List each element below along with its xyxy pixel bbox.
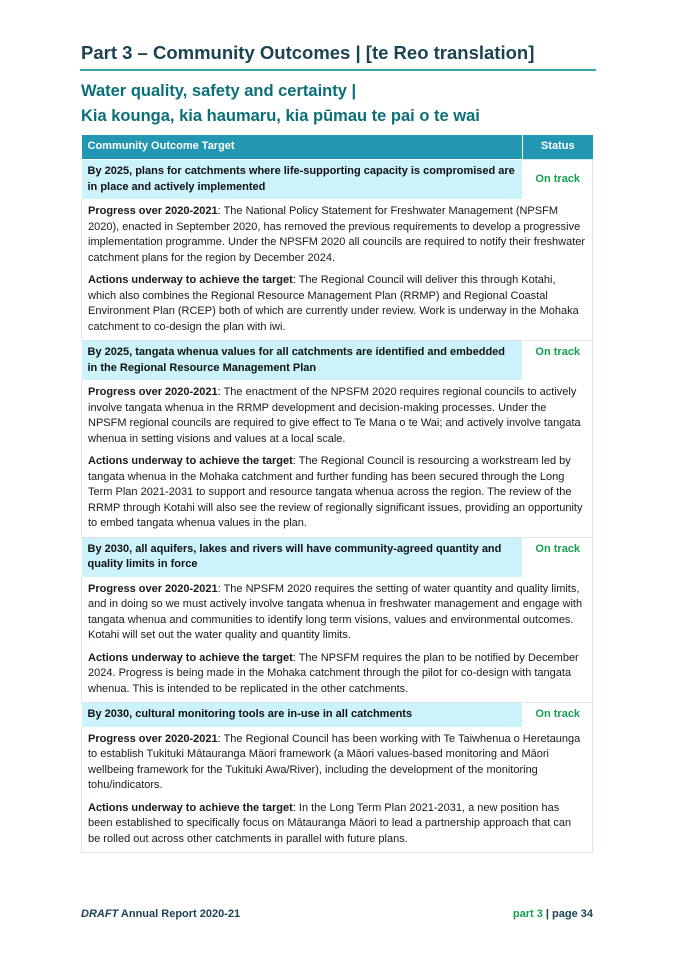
column-header-status: Status [523, 135, 593, 160]
progress-label: Progress over 2020-2021 [88, 205, 218, 217]
progress-text: : The NPSFM 2020 requires the setting of water quantity and quality limits, and in doing so we must actively involve tangata whenua in freshwater management and engage with tangata whenua and communities to identify long term visions, values and environmental outcomes. Kotahi will set out the water quality and quantity limits. [88, 582, 583, 641]
progress-text: : The enactment of the NPSFM 2020 requires regional councils to actively involve tangata whenua in the RRMP development and decision-making processes. Under the NPSFM regional councils are required to give effect to Te Mana o te Wai; and actively involve tangata whenua in setting visions and values at a local scale. [88, 386, 581, 445]
page-number: page 34 [552, 908, 593, 920]
section-heading-english: Water quality, safety and certainty | [81, 82, 357, 100]
footer-page-info [480, 908, 593, 920]
table-row-detail-1 [82, 199, 593, 341]
progress-text: : The Regional Council has been working with Te Taiwhenua o Heretaunga to establish Tukituki Mātauranga Māori framework (a Māori values-based monitoring and Māori wellbeing framework for the Tukituki Awa/River), including the development of the monitoring tohu/indicators. [88, 732, 581, 791]
actions-label: Actions underway to achieve the target [88, 651, 293, 664]
title-underline [80, 69, 596, 71]
actions-label: Actions underway to achieve the target [88, 801, 293, 814]
detail-cell [82, 199, 593, 341]
draft-label: DRAFT [81, 908, 119, 920]
progress-paragraph [88, 204, 586, 266]
target-text: By 2025, tangata whenua values for all catchments are identified and embedded in the Regional Resource Management Plan [82, 341, 523, 381]
table-row-target-2 [82, 341, 593, 381]
status-badge: On track [523, 341, 593, 381]
community-outcomes-table [81, 135, 593, 853]
status-badge: On track [523, 160, 593, 200]
section-heading-maori: Kia kounga, kia haumaru, kia pūmau te pai o te wai [81, 107, 480, 125]
part-title: Part 3 – Community Outcomes | [te Reo translation] [81, 42, 535, 63]
footer-report-title [81, 908, 240, 920]
actions-paragraph [88, 801, 586, 848]
target-text: By 2030, cultural monitoring tools are in-use in all catchments [82, 703, 523, 727]
column-header-target: Community Outcome Target [82, 135, 523, 160]
detail-cell [82, 380, 593, 537]
actions-text: : The Regional Council is resourcing a workstream led by tangata whenua in the Mohaka catchment and further funding has been secured through the Long Term Plan 2021-2031 to support and resource tangata whenua across the region. The review of the RRMP through Kotahi will also see the review of regionally significant issues, providing an opportunity to embed tangata whenua values in the plan. [88, 455, 583, 529]
part-label: part 3 [512, 908, 543, 920]
progress-label: Progress over 2020-2021 [88, 386, 218, 398]
table-row-target-3 [82, 537, 593, 577]
actions-text: : In the Long Term Plan 2021-2031, a new position has been established to specifically focus on Mātauranga Māori to lead a partnership approach that can be rolled out across other catchments in parallel with future plans. [88, 801, 572, 845]
actions-paragraph [88, 273, 586, 335]
footer-separator: | [545, 908, 549, 920]
progress-paragraph [88, 582, 586, 644]
table-row-detail-3 [82, 577, 593, 703]
actions-text: : The NPSFM requires the plan to be notified by December 2024. Progress is being made in the Mohaka catchment through the pilot for co-design with tangata whenua. This is intended to be replicated in the other catchments. [88, 651, 579, 695]
table-row-detail-2 [82, 380, 593, 537]
actions-paragraph [88, 651, 586, 698]
status-badge: On track [523, 537, 593, 577]
progress-paragraph [88, 385, 586, 447]
detail-cell [82, 727, 593, 853]
table-row-detail-4 [82, 727, 593, 853]
actions-paragraph [88, 454, 586, 532]
progress-label: Progress over 2020-2021 [88, 582, 218, 595]
target-text: By 2025, plans for catchments where life-supporting capacity is compromised are in place and actively implemented [82, 160, 523, 200]
detail-cell [82, 577, 593, 703]
table-header-row [82, 135, 593, 160]
progress-label: Progress over 2020-2021 [88, 732, 218, 745]
table-row-target-4 [82, 703, 593, 727]
actions-text: : The Regional Council will deliver this through Kotahi, which also combines the Regional Resource Management Plan (RRMP) and Regional Coastal Environment Plan (RCEP) both of which are currently under review. Work is underway in the Mohaka catchment to co-design the plan with iwi. [88, 274, 579, 333]
actions-label: Actions underway to achieve the target [88, 455, 293, 467]
target-text: By 2030, all aquifers, lakes and rivers will have community-agreed quantity and quality limits in force [82, 537, 523, 577]
table-row-target-1 [82, 160, 593, 200]
actions-label: Actions underway to achieve the target [88, 274, 293, 286]
status-badge: On track [523, 703, 593, 727]
progress-text: : The National Policy Statement for Freshwater Management (NPSFM 2020), enacted in September 2020, has removed the previous requirements to develop a progressive implementation programme. Under the NPSFM 2020 all councils are required to notify their freshwater catchment plans for the region by December 2024. [88, 205, 586, 264]
report-title: Annual Report 2020-21 [118, 908, 241, 920]
progress-paragraph [88, 732, 586, 794]
